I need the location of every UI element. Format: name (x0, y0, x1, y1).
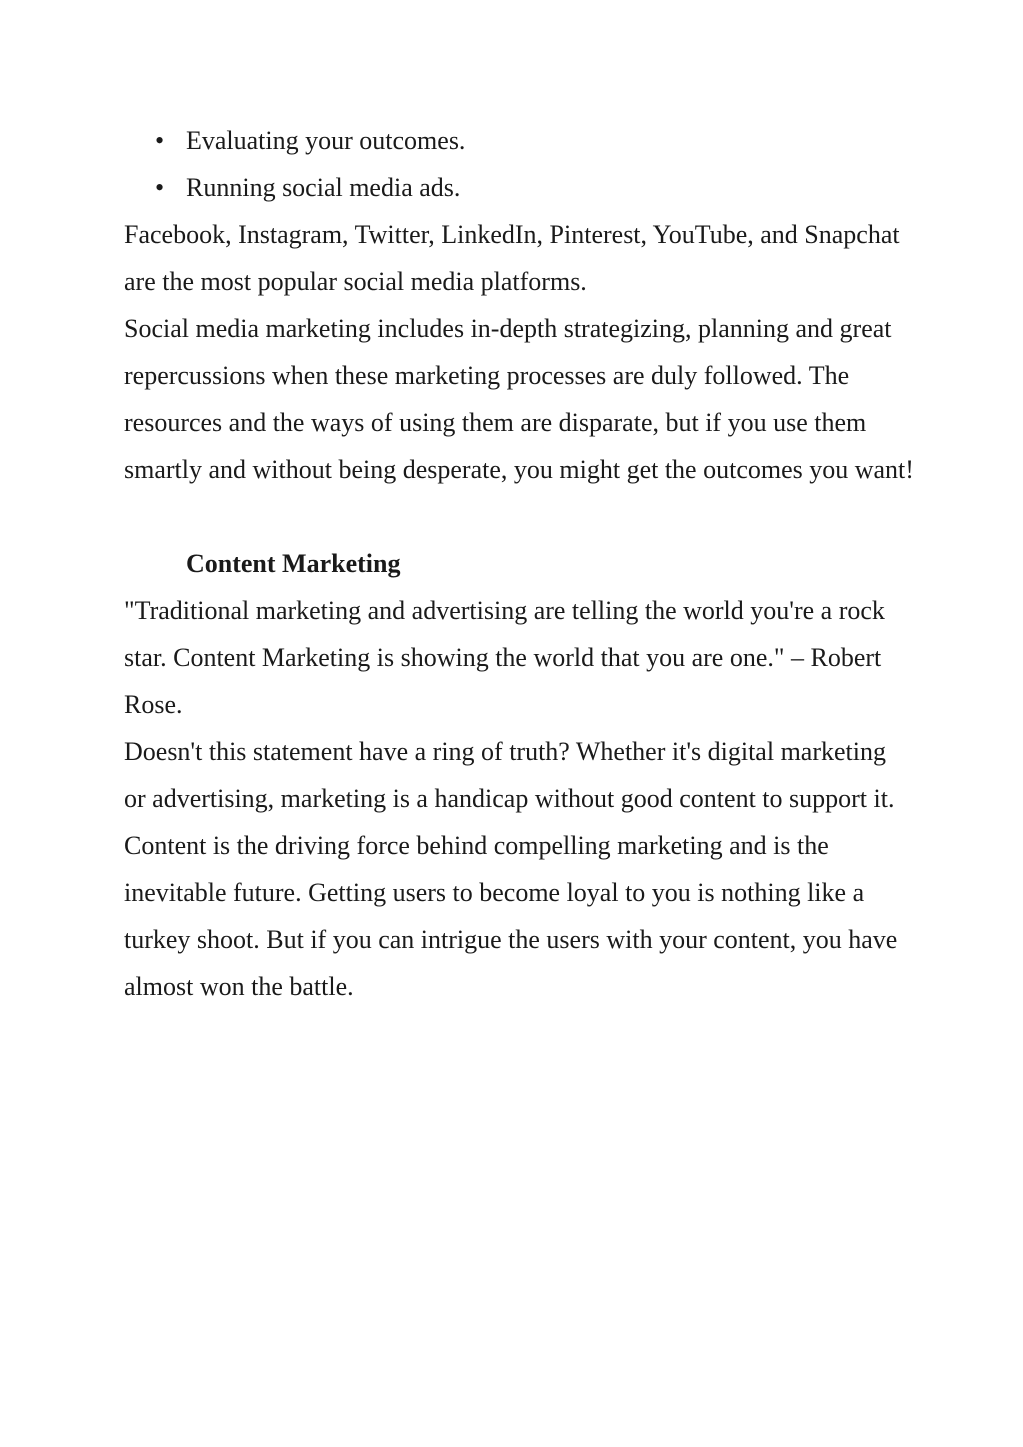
platforms-paragraph: Facebook, Instagram, Twitter, LinkedIn, Pinterest, YouTube, and Snapchat are the most popular social media platforms. (124, 220, 900, 296)
document-page (124, 117, 914, 1010)
bullet-icon: • (155, 173, 165, 202)
section-heading: Content Marketing (186, 549, 401, 578)
strategy-paragraph: Social media marketing includes in-depth strategizing, planning and great repercussions when these marketing processes are duly followed. The resources and the ways of using them are disparate, but if you use them smartly and without being desperate, you might get the outcomes you want! (124, 314, 914, 484)
bullet-list (124, 117, 914, 211)
list-item (124, 164, 914, 211)
bullet-icon: • (155, 126, 165, 155)
blank-line (124, 493, 914, 540)
list-item-text: Evaluating your outcomes. (186, 126, 466, 155)
list-item (124, 117, 914, 164)
body-paragraph: Doesn't this statement have a ring of truth? Whether it's digital marketing or advertising, marketing is a handicap without good content to support it. Content is the driving force behind compelling marketing and is the inevitable future. Getting users to become loyal to you is nothing like a turkey shoot. But if you can intrigue the users with your content, you have almost won the battle. (124, 737, 898, 1001)
quote-paragraph: "Traditional marketing and advertising are telling the world you're a rock star. Content Marketing is showing the world that you are one." – Robert Rose. (124, 596, 885, 719)
list-item-text: Running social media ads. (186, 173, 461, 202)
